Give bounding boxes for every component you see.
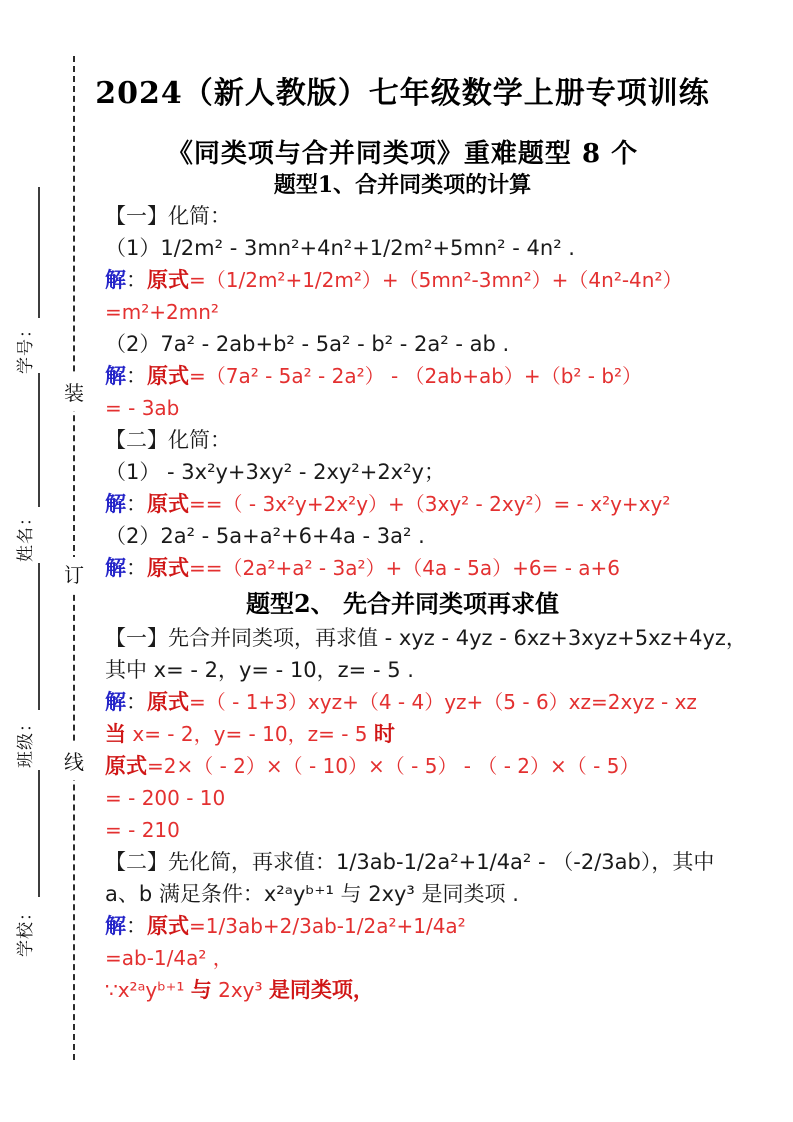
- text-segment: =（ - 1+3）xyz+（4 - 4）yz+（5 - 6）xz=2xyz - xz: [189, 690, 697, 714]
- text-segment: 【一】先合并同类项，再求值 - xyz - 4yz - 6xz+3xyz+5xz+4yz，: [105, 626, 747, 650]
- school-label: 学校：: [16, 903, 36, 957]
- content-line: [60, 627, 745, 650]
- content-line: [60, 947, 745, 970]
- text-segment: =2×（ - 2）×（ - 10）×（ - 5） - （ - 2）×（ - 5）: [147, 754, 640, 778]
- solution-marker: 解: [105, 492, 126, 516]
- binding-char-zhuang: 装: [61, 375, 87, 411]
- text-segment: 原式: [147, 556, 189, 580]
- content-line: [60, 819, 745, 842]
- text-segment: 原式: [147, 914, 189, 938]
- section-heading: 题型2、 先合并同类项再求值: [245, 589, 560, 618]
- text-segment: =（1/2m²+1/2m²）+（5mn²-3mn²）+（4n²-4n²）: [189, 268, 683, 292]
- content-line: [60, 461, 745, 484]
- worksheet-title: 2024（新人教版）七年级数学上册专项训练: [95, 76, 710, 111]
- class-blank-line: [38, 563, 40, 710]
- section-heading: 题型1、合并同类项的计算: [273, 172, 532, 198]
- name-label: 姓名：: [16, 508, 36, 562]
- content-line: [60, 205, 745, 228]
- student-id-label: 学号：: [16, 320, 36, 374]
- text-segment: x= - 2，y= - 10，z= - 5: [126, 722, 374, 746]
- text-segment: 【一】化简：: [105, 204, 231, 228]
- text-segment: 【二】先化简，再求值：1/3ab-1/2a²+1/4a² - （-2/3ab），其中: [105, 850, 715, 874]
- content-line: [60, 659, 745, 682]
- text-segment: 原式: [147, 364, 189, 388]
- text-segment: =ab-1/4a² ，: [105, 946, 233, 970]
- text-segment: =m²+2mn²: [105, 300, 219, 324]
- name-blank-line: [38, 373, 40, 507]
- text-segment: （1）1/2m² - 3mn²+4n²+1/2m²+5mn² - 4n² .: [105, 236, 575, 260]
- text-segment: 原式: [147, 690, 189, 714]
- text-segment: ==（ - 3x²y+2x²y）+（3xy² - 2xy²）= - x²y+xy²: [189, 492, 671, 516]
- content-lines: [60, 172, 745, 1002]
- solution-marker: 解: [105, 268, 126, 292]
- text-segment: ：: [126, 556, 147, 580]
- text-segment: 【二】化简：: [105, 428, 231, 452]
- content-line: [60, 429, 745, 452]
- text-segment: = - 3ab: [105, 396, 180, 420]
- text-segment: 其中 x= - 2，y= - 10，z= - 5 .: [105, 658, 414, 682]
- content-line: [60, 691, 745, 714]
- text-segment: ：: [126, 914, 147, 938]
- content-line: [60, 525, 745, 548]
- text-segment: ：: [126, 690, 147, 714]
- student-id-blank-line: [38, 187, 40, 318]
- text-segment: =（7a² - 5a² - 2a²） - （2ab+ab）+（b² - b²）: [189, 364, 643, 388]
- content-line: [60, 301, 745, 324]
- text-segment: ==（2a²+a² - 3a²）+（4a - 5a）+6= - a+6: [189, 556, 621, 580]
- text-segment: 时: [373, 722, 395, 746]
- text-segment: （1） - 3x²y+3xy² - 2xy²+2x²y；: [105, 460, 445, 484]
- content-line: [60, 979, 745, 1002]
- content-line: [60, 851, 745, 874]
- content-line: [60, 333, 745, 356]
- worksheet-subtitle: 《同类项与合并同类项》重难题型 8 个: [166, 139, 639, 169]
- text-segment: = - 210: [105, 818, 180, 842]
- solution-marker: 解: [105, 556, 126, 580]
- solution-marker: 解: [105, 690, 126, 714]
- text-segment: 原式: [147, 268, 189, 292]
- text-segment: = - 200 - 10: [105, 786, 226, 810]
- binding-char-xian: 线: [61, 744, 87, 780]
- text-segment: （2）7a² - 2ab+b² - 5a² - b² - 2a² - ab .: [105, 332, 510, 356]
- text-segment: 当: [105, 722, 126, 746]
- class-label: 班级：: [16, 714, 36, 768]
- text-segment: 原式: [147, 492, 189, 516]
- content-line: [60, 557, 745, 580]
- school-blank-line: [38, 770, 40, 897]
- content-line: [60, 883, 745, 906]
- content-line: [60, 269, 745, 292]
- content-line: [60, 723, 745, 746]
- binding-char-ding: 订: [61, 557, 87, 593]
- text-segment: 原式: [105, 754, 147, 778]
- text-segment: a、b 满足条件：x²ᵃyᵇ⁺¹ 与 2xy³ 是同类项 .: [105, 882, 519, 906]
- content-line: [60, 755, 745, 778]
- worksheet-page: [60, 0, 745, 1011]
- solution-marker: 解: [105, 364, 126, 388]
- solution-marker: 解: [105, 914, 126, 938]
- text-segment: 是同类项，: [268, 978, 374, 1002]
- content-line: [60, 915, 745, 938]
- text-segment: 与: [190, 978, 212, 1002]
- text-segment: ：: [126, 268, 147, 292]
- text-segment: 2xy³: [211, 978, 269, 1002]
- text-segment: （2）2a² - 5a+a²+6+4a - 3a² .: [105, 524, 425, 548]
- content-line: [60, 365, 745, 388]
- text-segment: ：: [126, 492, 147, 516]
- text-segment: =1/3ab+2/3ab-1/2a²+1/4a²: [189, 914, 466, 938]
- content-line: [60, 787, 745, 810]
- text-segment: ：: [126, 364, 147, 388]
- content-line: [60, 397, 745, 420]
- text-segment: ∵x²ᵃyᵇ⁺¹: [105, 978, 191, 1002]
- content-line: [60, 493, 745, 516]
- content-line: [60, 237, 745, 260]
